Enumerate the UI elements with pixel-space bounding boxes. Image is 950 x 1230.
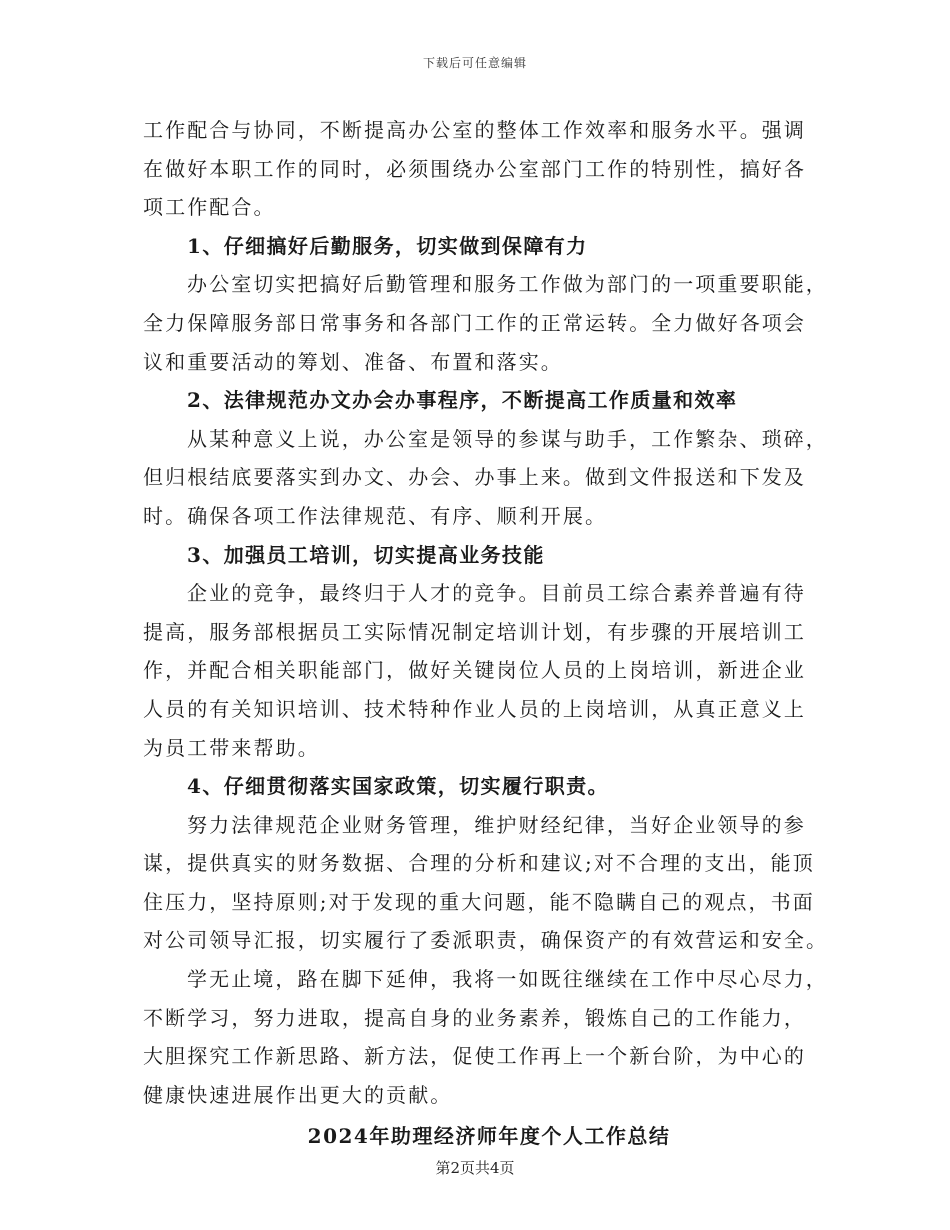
paragraph-line: 时。确保各项工作法律规范、有序、顺利开展。 — [143, 503, 608, 528]
section-heading-1: 1、仔细搞好后勤服务，切实做到保障有力 — [187, 233, 588, 258]
paragraph-line: 企业的竞争，最终归于人才的竞争。目前员工综合素养普遍有待 — [187, 581, 806, 606]
paragraph-line: 在做好本职工作的同时，必须围绕办公室部门工作的特别性，搞好各 — [143, 156, 806, 181]
paragraph-line: 大胆探究工作新思路、新方法，促使工作再上一个新台阶，为中心的 — [143, 1044, 806, 1069]
paragraph-line: 健康快速进展作出更大的贡献。 — [143, 1082, 453, 1107]
paragraph-line: 办公室切实把搞好后勤管理和服务工作做为部门的一项重要职能， — [187, 272, 828, 297]
paragraph-line: 为员工带来帮助。 — [143, 735, 320, 760]
paragraph-line: 对公司领导汇报，切实履行了委派职责，确保资产的有效营运和安全。 — [143, 928, 829, 953]
document-body — [143, 111, 829, 1156]
paragraph-line: 人员的有关知识培训、技术特种作业人员的上岗培训，从真正意义上 — [143, 696, 806, 721]
section-heading-3: 3、加强员工培训，切实提高业务技能 — [187, 542, 545, 567]
paragraph-line: 但归根结底要落实到办文、办会、办事上来。做到文件报送和下发及 — [143, 465, 806, 490]
page-number: 第2页共4页 — [435, 1159, 515, 1177]
paragraph-line: 项工作配合。 — [143, 195, 276, 220]
paragraph-line: 谋，提供真实的财务数据、合理的分析和建议;对不合理的支出，能顶 — [143, 851, 815, 876]
paragraph-line: 作，并配合相关职能部门，做好关键岗位人员的上岗培训，新进企业 — [143, 658, 806, 683]
section-heading-4: 4、仔细贯彻落实国家政策，切实履行职责。 — [187, 774, 609, 799]
paragraph-line: 提高，服务部根据员工实际情况制定培训计划，有步骤的开展培训工 — [143, 619, 806, 644]
paragraph-line: 学无止境，路在脚下延伸，我将一如既往继续在工作中尽心尽力， — [187, 967, 828, 992]
paragraph-line: 努力法律规范企业财务管理，维护财经纪律，当好企业领导的参 — [187, 812, 806, 837]
paragraph-line: 从某种意义上说，办公室是领导的参谋与助手，工作繁杂、琐碎， — [187, 426, 828, 451]
section-heading-2: 2、法律规范办文办会办事程序，不断提高工作质量和效率 — [187, 388, 738, 413]
page-header: 下载后可任意编辑 — [422, 56, 527, 70]
paragraph-line: 不断学习，努力进取，提高自身的业务素养，锻炼自己的工作能力， — [143, 1005, 806, 1030]
paragraph-line: 住压力，坚持原则;对于发现的重大问题，能不隐瞒自己的观点，书面 — [143, 889, 815, 914]
paragraph-line: 工作配合与协同，不断提高办公室的整体工作效率和服务水平。强调 — [143, 118, 806, 142]
next-document-title: 2024年助理经济师年度个人工作总结 — [307, 1124, 671, 1149]
paragraph-line: 全力保障服务部日常事务和各部门工作的正常运转。全力做好各项会 — [143, 310, 806, 335]
paragraph-line: 议和重要活动的筹划、准备、布置和落实。 — [143, 349, 563, 374]
